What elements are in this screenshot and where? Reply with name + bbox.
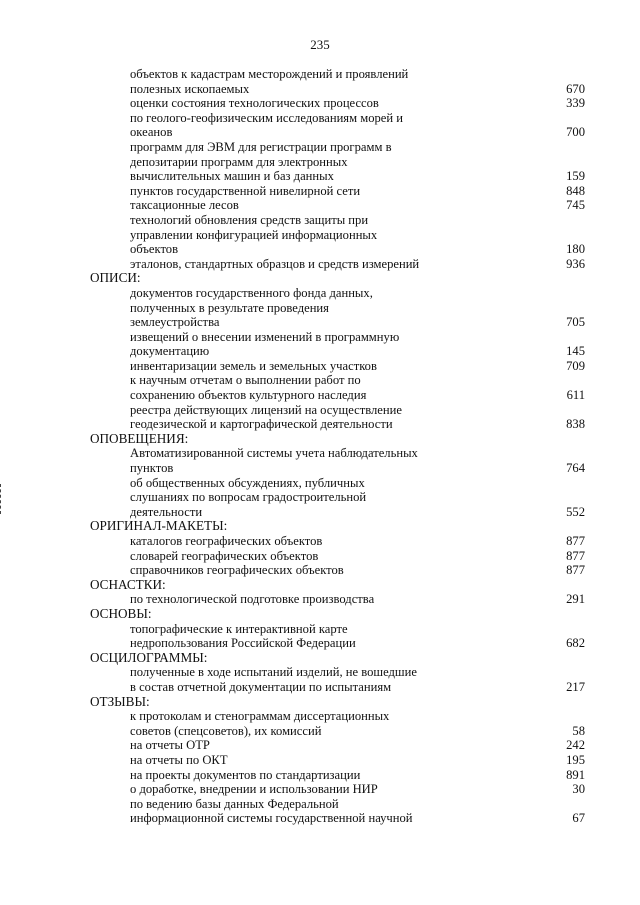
index-entry-text: эталонов, стандартных образцов и средств измерений [130,256,420,271]
index-entry-text: на отчеты по ОКТ [130,752,228,767]
index-entry [90,301,590,316]
page-number: 235 [310,37,330,52]
index-entry-text: словарей географических объектов [130,548,319,563]
index-entry [90,680,590,695]
index-entry [90,446,590,461]
index-entry [90,636,590,651]
index-entry [90,184,590,199]
section-heading [90,578,590,593]
section-heading-text: ОСНАСТКИ: [90,576,166,592]
page-reference: 58 [572,723,585,738]
index-entry [90,169,590,184]
index-entry-text: океанов [130,125,173,140]
index-entry [90,768,590,783]
page-reference: 180 [566,242,585,257]
index-entry [90,388,590,403]
section-heading [90,519,590,534]
index-entry-text: по ведению базы данных Федеральной [130,796,339,811]
index-entry-text: деятельности [130,504,203,519]
page-reference: 217 [566,679,585,694]
index-entry [90,344,590,359]
index-entry-text: на отчеты ОТР [130,738,210,753]
index-entry [90,461,590,476]
page-reference: 877 [566,534,585,548]
index-entry-text: вычислительных машин и баз данных [130,169,334,184]
index-entry-text: таксационные лесов [130,198,239,213]
section-heading [90,432,590,447]
page-reference: 891 [566,767,585,782]
index-entry-text: геодезической и картографической деятельности [130,417,393,432]
index-entry [90,315,590,330]
index-entry [90,330,590,345]
page-reference: 838 [566,417,585,432]
index-entry [90,228,590,243]
page-reference: 195 [566,752,585,767]
index-entry [90,665,590,680]
index-entry-text: полученных в результате проведения [130,300,329,315]
index-entry [90,140,590,155]
page-reference: 682 [566,636,585,651]
index-entry-text: программ для ЭВМ для регистрации программ в [130,139,392,154]
page-reference: 30 [572,782,585,797]
index-entry [90,111,590,126]
index-entry [90,534,590,549]
index-entry [90,213,590,228]
index-entry [90,359,590,374]
index-entry [90,811,590,826]
page-reference: 709 [566,358,585,373]
index-entry [90,82,590,97]
page-reference: 877 [566,563,585,578]
page-reference: 745 [566,198,585,213]
section-heading [90,651,590,666]
index-entry-text: оценки состояния технологических процессов [130,96,379,111]
section-heading-text: ОПОВЕЩЕНИЯ: [90,430,189,446]
index-entry [90,286,590,301]
index-entry-text: топографические к интерактивной карте [130,621,348,636]
index-entry-text: к научным отчетам о выполнении работ по [130,373,361,388]
index-entry-text: инвентаризации земель и земельных участков [130,358,377,373]
index-entry-text: на проекты документов по стандартизации [130,767,361,782]
page-reference: 705 [566,315,585,330]
index-entry [90,797,590,812]
index-entry-text: каталогов географических объектов [130,534,323,548]
page-reference: 848 [566,183,585,198]
index-list [90,67,590,826]
index-entry [90,563,590,578]
index-entry-text: извещений о внесении изменений в программную [130,329,400,344]
index-entry-text: полученные в ходе испытаний изделий, не вошедшие [130,665,417,680]
index-entry-text: об общественных обсуждениях, публичных [130,475,365,490]
index-entry [90,724,590,739]
index-entry-text: объектов к кадастрам месторождений и проявлений [130,67,409,81]
index-entry [90,782,590,797]
section-heading [90,607,590,622]
page-reference: 764 [566,461,585,476]
index-entry [90,753,590,768]
index-entry [90,257,590,272]
index-entry-text: полезных ископаемых [130,81,250,96]
index-entry [90,490,590,505]
section-heading-text: ОСНОВЫ: [90,605,152,621]
index-entry-text: о доработке, внедрении и использовании НИР [130,782,378,797]
index-entry [90,505,590,520]
index-entry-text: технологий обновления средств защиты при [130,212,369,227]
index-entry-text: слушаниях по вопросам градостроительной [130,490,367,505]
page-reference: 936 [566,256,585,271]
page-reference: 67 [572,811,585,826]
page-reference: 877 [566,548,585,563]
index-entry-text: управлении конфигурацией информационных [130,227,378,242]
section-heading [90,695,590,710]
index-entry [90,67,590,82]
section-heading-text: ОСЦИЛОГРАММЫ: [90,649,208,665]
index-entry [90,403,590,418]
page-reference: 339 [566,96,585,111]
index-entry-text: по геолого-геофизическим исследованиям морей и [130,110,404,125]
page-reference: 145 [566,344,585,359]
index-entry [90,738,590,753]
page-reference: 242 [566,738,585,753]
index-entry [90,125,590,140]
index-entry [90,476,590,491]
index-entry-text: документов государственного фонда данных, [130,285,373,300]
index-entry-text: депозитарии программ для электронных [130,154,348,169]
section-heading [90,271,590,286]
page-reference: 291 [566,592,585,607]
index-entry-text: по технологической подготовке производства [130,592,375,607]
index-entry [90,155,590,170]
index-entry-text: сохранению объектов культурного наследия [130,388,367,403]
index-entry [90,549,590,564]
index-entry [90,709,590,724]
index-entry-text: землеустройства [130,315,220,330]
page-reference: 700 [566,125,585,140]
index-entry-text: реестра действующих лицензий на осуществление [130,402,402,417]
index-entry-text: советов (спецсоветов), их комиссий [130,723,322,738]
index-entry-text: в состав отчетной документации по испытаниям [130,679,392,694]
index-entry [90,242,590,257]
index-entry [90,373,590,388]
index-entry [90,622,590,637]
index-entry-text: недропользования Российской Федерации [130,636,356,651]
index-entry [90,592,590,607]
index-entry-text: к протоколам и стенограммам диссертационных [130,709,390,724]
page-reference: 611 [566,388,585,403]
page-reference: 670 [566,81,585,96]
section-heading-text: ОПИСИ: [90,270,141,286]
index-entry-text: Автоматизированной системы учета наблюдательных [130,446,418,461]
section-heading-text: ОРИГИНАЛ-МАКЕТЫ: [90,518,228,534]
index-entry-text: пунктов государственной нивелирной сети [130,183,361,198]
binder-hole-mark [0,484,3,514]
index-entry-text: справочников географических объектов [130,563,344,578]
page-reference: 159 [566,169,585,184]
page-reference: 552 [566,504,585,519]
index-entry-text: документацию [130,344,210,359]
index-entry-text: объектов [130,242,179,257]
index-entry [90,96,590,111]
section-heading-text: ОТЗЫВЫ: [90,693,150,709]
index-entry-text: пунктов [130,461,174,476]
index-entry [90,198,590,213]
index-entry-text: информационной системы государственной научной [130,811,413,826]
index-entry [90,417,590,432]
